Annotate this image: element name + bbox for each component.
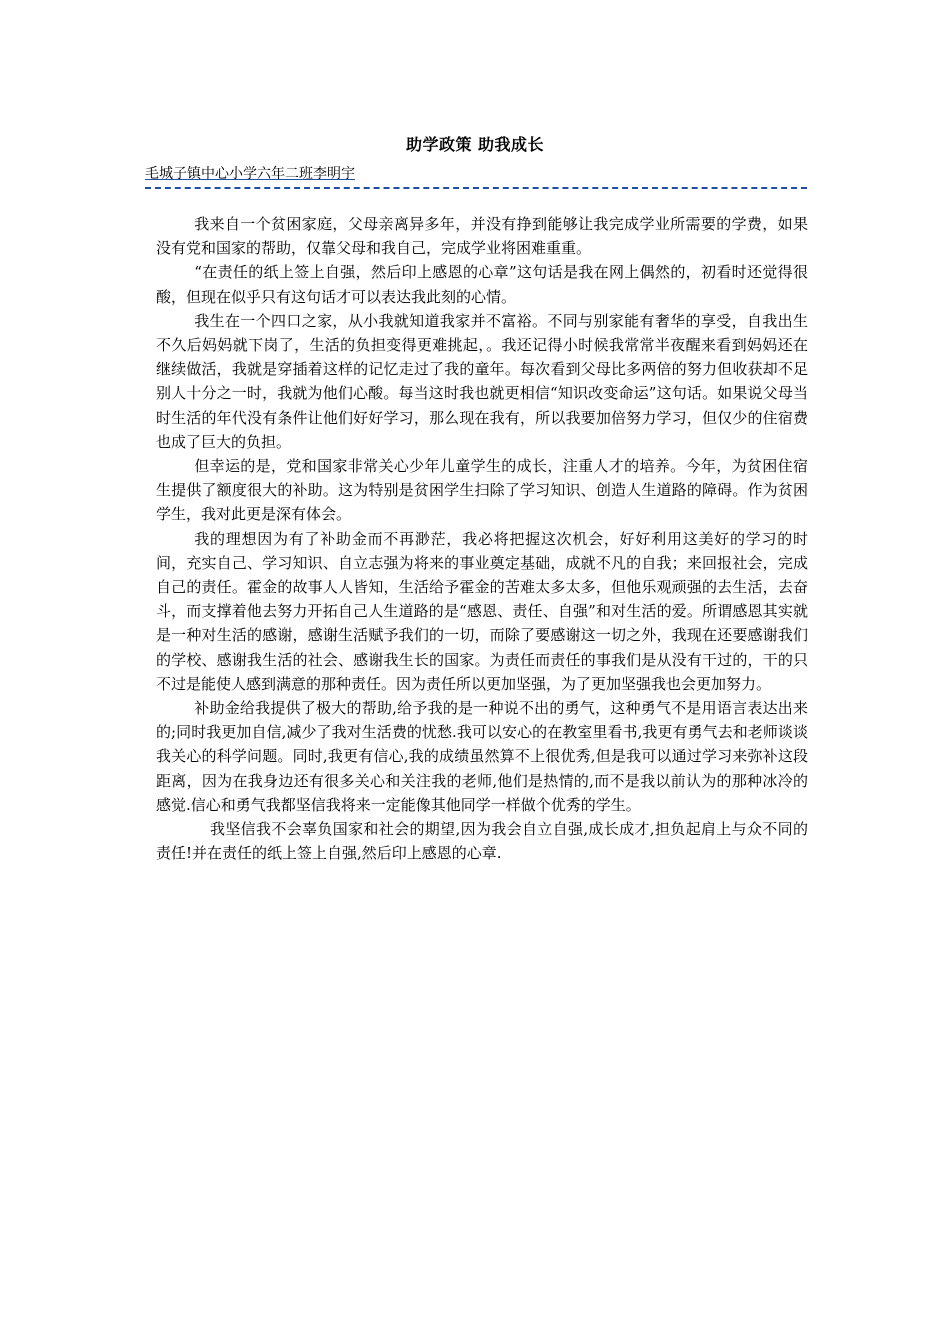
author-byline: 毛城子镇中心小学六年二班李明宇 [145,166,355,182]
paragraph: 补助金给我提供了极大的帮助,给予我的是一种说不出的勇气，这种勇气不是用语言表达出来的;同时我更加自信,减少了我对生活费的忧愁.我可以安心的在教室里看书,我更有勇气去和老师谈谈我关心的科学问题。同时,我更有信心,我的成绩虽然算不上很优秀,但是我可以通过学习来弥补这段距离，因为在我身边还有很多关心和关注我的老师,他们是热情的,而不是我以前认为的那种冰冷的感觉.信心和勇气我都坚信我将来一定能像其他同学一样做个优秀的学生。 [156,699,808,814]
paragraph: 我坚信我不会辜负国家和社会的期望,因为我会自立自强,成长成才,担负起肩上与众不同的责任!并在责任的纸上签上自强,然后印上感恩的心章. [156,820,808,863]
paragraph: 但幸运的是，党和国家非常关心少年儿童学生的成长，注重人才的培养。今年，为贫困住宿生提供了额度很大的补助。这为特别是贫困学生扫除了学习知识、创造人生道路的障碍。作为贫困学生，我对此更是深有体会。 [156,457,808,524]
paragraph: 我的理想因为有了补助金而不再渺茫，我必将把握这次机会，好好利用这美好的学习的时间，充实自己、学习知识、自立志强为将来的事业奠定基础，成就不凡的自我；来回报社会，完成自己的责任。霍金的故事人人皆知，生活给予霍金的苦难太多太多，但他乐观顽强的去生活，去奋斗，而支撑着他去努力开拓自己人生道路的是“感恩、责任、自强”和对生活的爱。所谓感恩其实就是一种对生活的感谢，感谢生活赋予我们的一切，而除了要感谢这一切之外，我现在还要感谢我们的学校、感谢我生活的社会、感谢我生长的国家。为责任而责任的事我们是从没有干过的，干的只不过是能使人感到满意的那种责任。因为责任所以更加坚强，为了更加坚强我也会更加努力。 [156,529,808,693]
document-body [156,212,808,865]
dashed-divider [145,187,807,189]
paragraph: “在责任的纸上签上自强，然后印上感恩的心章”这句话是我在网上偶然的，初看时还觉得很酸，但现在似乎只有这句话才可以表达我此刻的心情。 [156,263,808,306]
paragraph: 我来自一个贫困家庭，父母亲离异多年，并没有挣到能够让我完成学业所需要的学费，如果没有党和国家的帮助，仅靠父母和我自己，完成学业将困难重重。 [156,215,808,258]
document-title: 助学政策 助我成长 [405,135,545,154]
paragraph: 我生在一个四口之家，从小我就知道我家并不富裕。不同与别家能有奢华的享受，自我出生不久后妈妈就下岗了，生活的负担变得更难挑起，。我还记得小时候我常常半夜醒来看到妈妈还在继续做活，我就是穿插着这样的记忆走过了我的童年。每次看到父母比多两倍的努力但收获却不足别人十分之一时，我就为他们心酸。每当这时我也就更相信“知识改变命运”这句话。如果说父母当时生活的年代没有条件让他们好好学习，那么现在我有，所以我要加倍努力学习，但仅少的住宿费也成了巨大的负担。 [156,311,808,451]
